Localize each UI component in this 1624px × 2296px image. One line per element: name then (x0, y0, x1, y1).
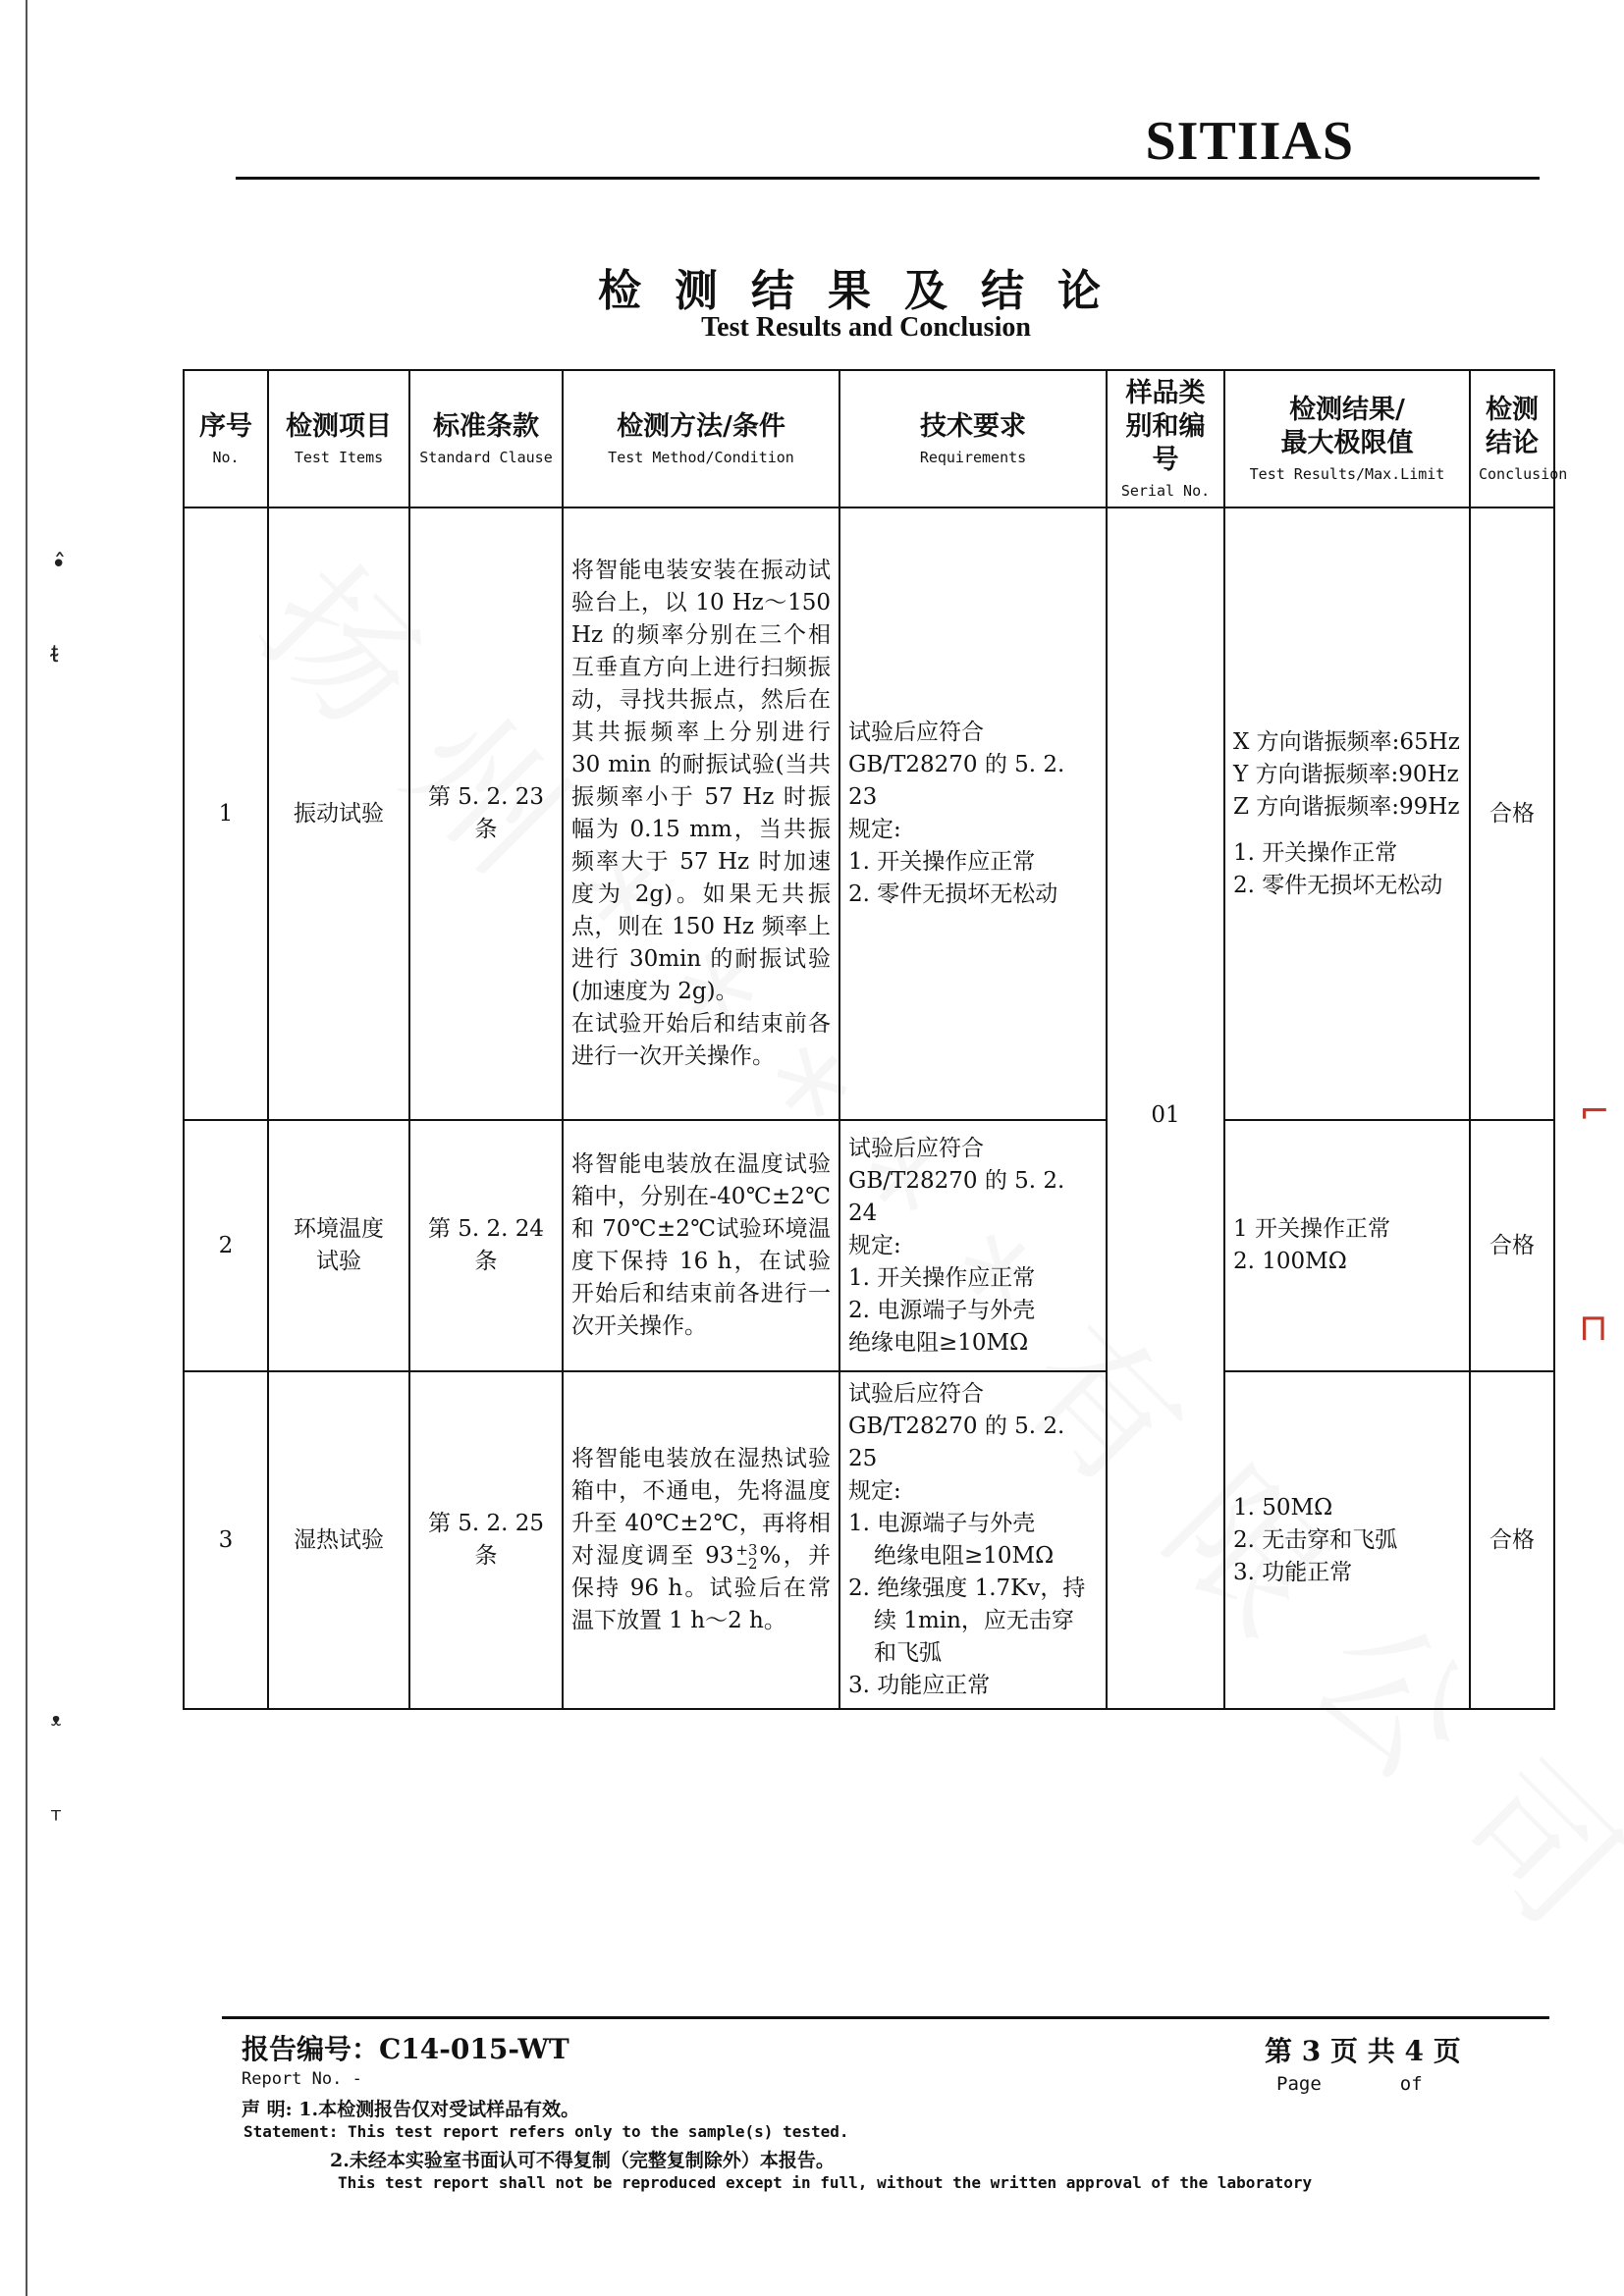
row-clause: 第 5. 2. 24 条 (409, 1120, 563, 1371)
report-number-en: Report No. - (242, 2069, 362, 2089)
row-clause: 第 5. 2. 25 条 (409, 1371, 563, 1709)
header-rule (236, 177, 1540, 180)
row-clause: 第 5. 2. 23 条 (409, 507, 563, 1120)
row-method: 将智能电装安装在振动试验台上，以 10 Hz～150 Hz 的频率分别在三个相互垂直方向上进行扫频振动，寻找共振点，然后在其共振频率上分别进行 30 min 的耐振试验(当共振频率小于 57 Hz 时振幅为 0.15 mm，当共振频率大于 57 Hz 时加速度为 2g)。如果无共振点，则在 150 Hz 频率上进行 30min 的耐振试验(加速度为 2g)。 在试验开始后和结束前各进行一次开关操作。 (563, 507, 839, 1120)
row-method: 将智能电装放在温度试验箱中，分别在-40℃±2℃和 70℃±2℃试验环境温度下保持 16 h，在试验开始后和结束前各进行一次开关操作。 (563, 1120, 839, 1371)
punch-line (26, 0, 27, 2296)
row-no: 1 (184, 507, 268, 1120)
row-no: 3 (184, 1371, 268, 1709)
statement-1: 声 明: 1.本检测报告仅对受试样品有效。 (242, 2099, 580, 2120)
serial-cell (1107, 507, 1224, 1709)
row-conclusion: 合格 (1470, 1120, 1554, 1371)
header-clause: 标准条款 Standard Clause (409, 370, 563, 507)
scan-mark: ᵀ (51, 1806, 62, 1836)
table-row (184, 1371, 1554, 1709)
row-conclusion: 合格 (1470, 1371, 1554, 1709)
brand-logo: SITIIAS (1145, 111, 1354, 172)
row-results: 1 开关操作正常 2. 100MΩ (1224, 1120, 1470, 1371)
header-no: 序号 No. (184, 370, 268, 507)
table-row (184, 507, 1554, 1120)
page-title: 检测结果及结论 (598, 266, 1134, 316)
row-requirements: 试验后应符合 GB/T28270 的 5. 2. 25 规定: 1. 电源端子与外壳 绝缘电阻≥10MΩ 2. 绝缘强度 1.7Kv，持 续 1min，应无击穿 和飞弧 3. 功能应正常 (839, 1371, 1107, 1709)
statement-1-en: Statement: This test report refers only to the sample(s) tested. (244, 2122, 849, 2141)
row-item: 环境温度 试验 (268, 1120, 409, 1371)
row-item: 振动试验 (268, 507, 409, 1120)
footer-rule (222, 2016, 1549, 2019)
serial-no: 01 (1151, 1101, 1180, 1128)
page-subtitle: Test Results and Conclusion (701, 312, 1031, 343)
row-no: 2 (184, 1120, 268, 1371)
row-results: X 方向谐振频率:65Hz Y 方向谐振频率:90Hz Z 方向谐振频率:99Hz 1. 开关操作正常 2. 零件无损坏无松动 (1224, 507, 1470, 1120)
table-header-row (184, 370, 1554, 507)
seal-edge-mark: ⊓ (1579, 1306, 1608, 1349)
header-method: 检测方法/条件 Test Method/Condition (563, 370, 839, 507)
header-requirements: 技术要求 Requirements (839, 370, 1107, 507)
scan-mark: ᵵ (51, 639, 59, 668)
table-row (184, 1120, 1554, 1371)
scan-mark: ᵜ (51, 1709, 62, 1738)
scan-mark: •̂ (51, 550, 67, 579)
page-indicator: 第 3 页 共 4 页 (1265, 2035, 1461, 2067)
page-indicator-en: Page of (1276, 2073, 1423, 2095)
row-requirements: 试验后应符合 GB/T28270 的 5. 2. 23 规定: 1. 开关操作应正常 2. 零件无损坏无松动 (839, 507, 1107, 1120)
row-results: 1. 50MΩ 2. 无击穿和飞弧 3. 功能正常 (1224, 1371, 1470, 1709)
row-method: 将智能电装放在湿热试验箱中，不通电，先将温度升至 40℃±2℃，再将相对湿度调至 93 +3 −2 %，并保持 96 h。试验后在常温下放置 1 h～2 h。 (563, 1371, 839, 1709)
header-items: 检测项目 Test Items (268, 370, 409, 507)
results-table (183, 369, 1568, 1710)
report-number: 报告编号：C14-015-WT (242, 2033, 569, 2065)
row-item: 湿热试验 (268, 1371, 409, 1709)
header-serial: 样品类 别和编号 Serial No. (1107, 370, 1224, 507)
seal-edge-mark: ⌐ (1579, 1090, 1610, 1133)
header-results: 检测结果/ 最大极限值 Test Results/Max.Limit (1224, 370, 1470, 507)
header-conclusion: 检测 结论 Conclusion (1470, 370, 1554, 507)
statement-2: 2.未经本实验室书面认可不得复制（完整复制除外）本报告。 (330, 2150, 835, 2171)
row-requirements: 试验后应符合 GB/T28270 的 5. 2. 24 规定: 1. 开关操作应正常 2. 电源端子与外壳 绝缘电阻≥10MΩ (839, 1120, 1107, 1371)
row-conclusion: 合格 (1470, 507, 1554, 1120)
statement-2-en: This test report shall not be reproduced except in full, without the written approval of the laboratory (338, 2173, 1313, 2192)
